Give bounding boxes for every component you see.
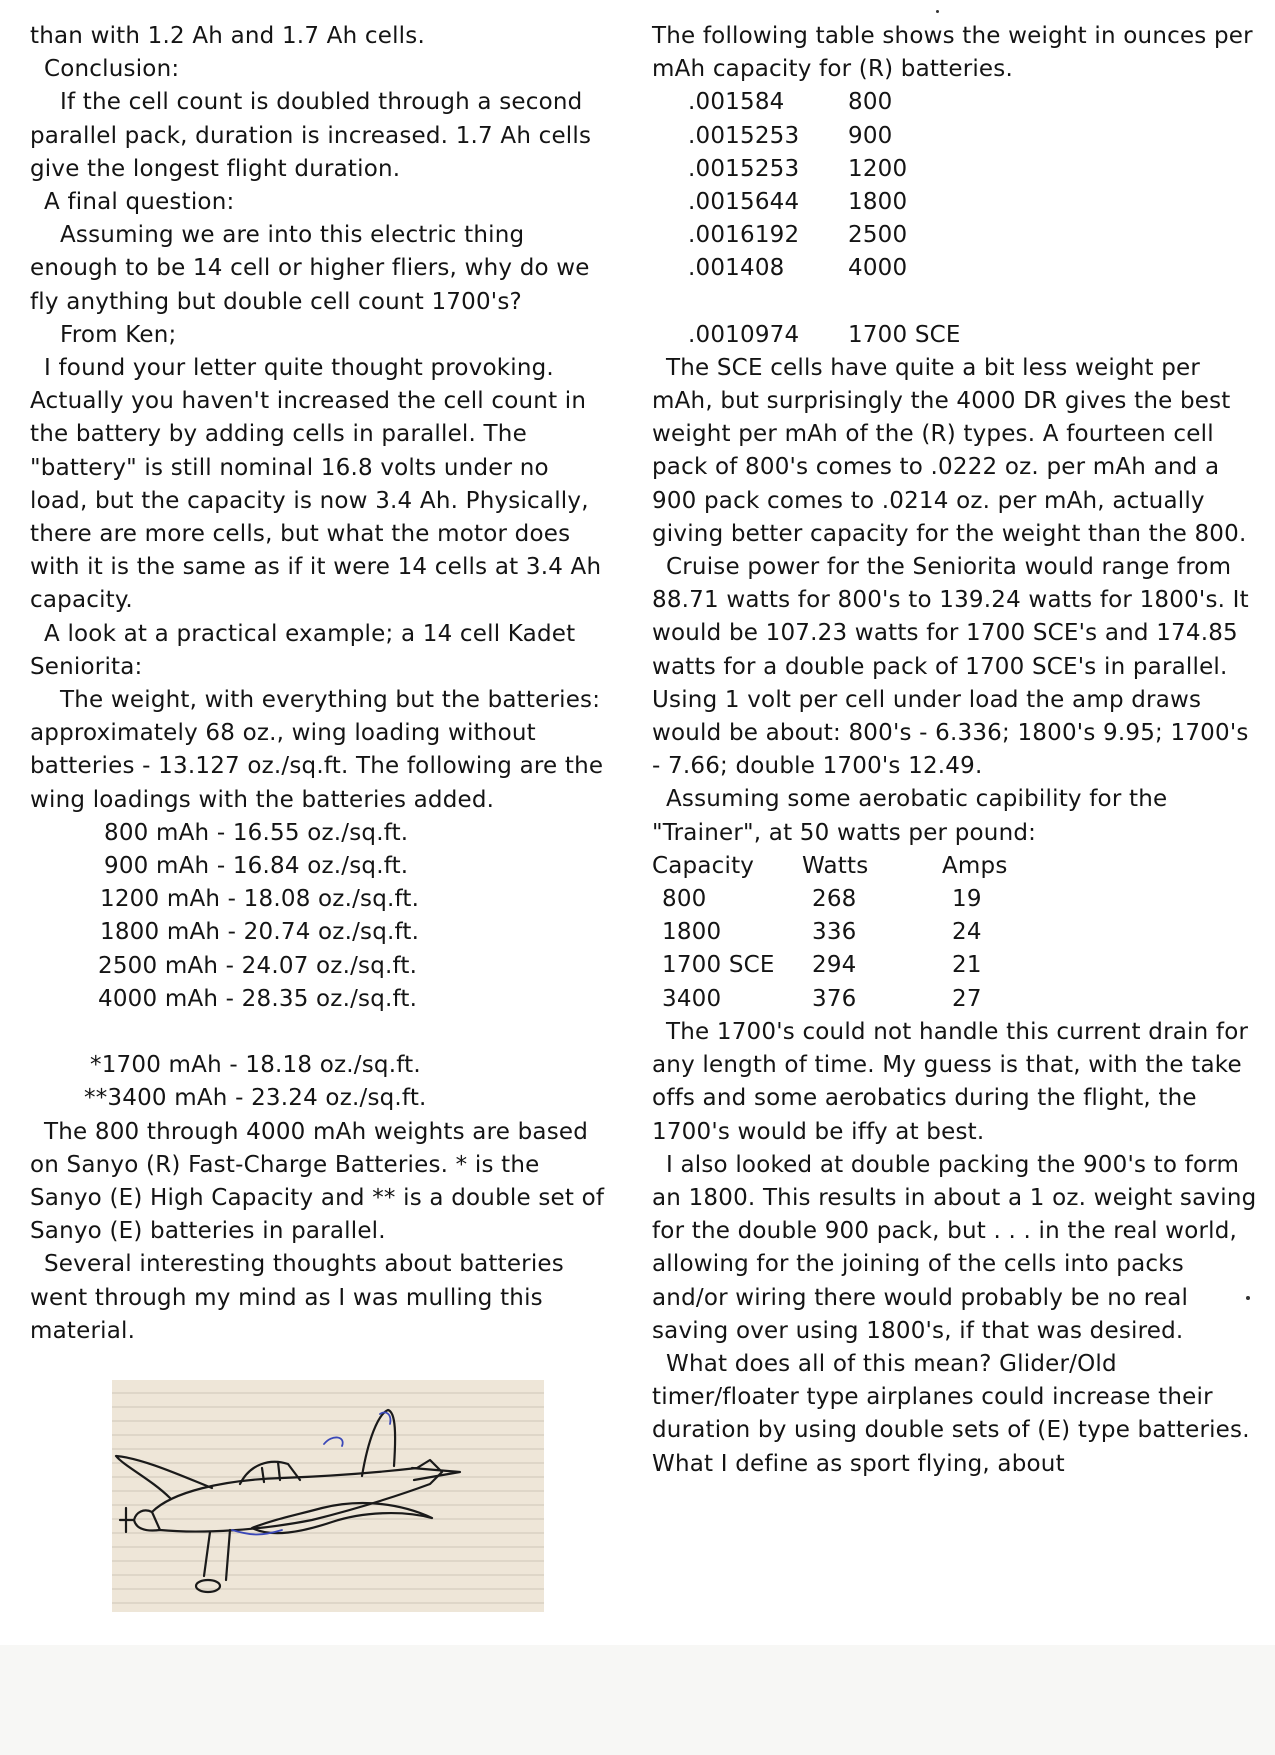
- scan-speck: [1246, 1296, 1250, 1300]
- paragraph: The 800 through 4000 mAh weights are based on Sanyo (R) Fast-Charge Batteries. * is the Sanyo (E) High Capacity and ** is a double set of Sanyo (E) batteries in parallel.: [30, 1118, 605, 1245]
- paragraph: I found your letter quite thought provoking. Actually you haven't increased the cell count in the battery by adding cells in parallel. The "battery" is still nominal 16.8 volts under no load, but the capacity is now 3.4 Ah. Physically, there are more cells, but what the motor does with it is the same as if it were 14 cells at 3.4 Ah capacity.: [30, 355, 602, 614]
- table-row-sce: .0010974 1700 SCE: [688, 321, 961, 348]
- airplane-drawing: [112, 1380, 544, 1612]
- table-row: 3400 376 27: [662, 985, 982, 1012]
- table-row: .0015253 1200: [688, 155, 908, 182]
- list-item: 4000 mAh - 28.35 oz./sq.ft.: [98, 985, 418, 1012]
- paragraph: Assuming some aerobatic capibility for the "Trainer", at 50 watts per pound:: [652, 786, 1168, 846]
- table-header-row: Capacity Watts Amps: [652, 852, 1008, 879]
- paragraph: The following table shows the weight in ounces per mAh capacity for (R) batteries.: [652, 23, 1253, 83]
- list-item: 1800 mAh - 20.74 oz./sq.ft.: [100, 919, 420, 946]
- heading-final-question: A final question:: [44, 189, 235, 216]
- paragraph: The weight, with everything but the batteries: approximately 68 oz., wing loading without batteries - 13.127 oz./sq.ft. The following are the wing loadings with the batteries added.: [30, 687, 604, 813]
- table-row: .0015644 1800: [688, 189, 908, 216]
- paragraph: I also looked at double packing the 900's to form an 1800. This results in about a 1 oz. weight saving for the double 900 pack, but . . . in the real world, allowing for the joining of the cells into packs and/or wiring there would probably be no real saving over using 1800's, if that was desired.: [652, 1151, 1257, 1344]
- paragraph: than with 1.2 Ah and 1.7 Ah cells.: [30, 23, 425, 49]
- weight-per-mah-table: [688, 86, 1257, 351]
- table-row: .001584 800: [688, 89, 893, 116]
- paragraph: Assuming we are into this electric thing enough to be 14 cell or higher fliers, why do we fly anything but double cell count 1700's?: [30, 222, 590, 315]
- paragraph: What does all of this mean? Glider/Old timer/floater type airplanes could increase their duration by using double sets of (E) type batteries. What I define as sport flying, about: [652, 1350, 1250, 1477]
- table-row: 800 268 19: [662, 886, 982, 913]
- table-row: .0016192 2500: [688, 222, 908, 249]
- power-table: [652, 850, 1257, 1016]
- paragraph: A look at a practical example; a 14 cell Kadet Seniorita:: [30, 620, 576, 680]
- paragraph: If the cell count is doubled through a second parallel pack, duration is increased. 1.7 Ah cells give the longest flight duration.: [30, 89, 592, 182]
- table-row: .0015253 900: [688, 122, 893, 149]
- airplane-clipping: [112, 1380, 544, 1612]
- heading-from-ken: From Ken;: [60, 321, 177, 348]
- paragraph: The 1700's could not handle this current drain for any length of time. My guess is that, with the take offs and some aerobatics during the flight, the 1700's would be iffy at best.: [652, 1018, 1249, 1145]
- list-item: 800 mAh - 16.55 oz./sq.ft.: [104, 819, 409, 846]
- list-item: 1200 mAh - 18.08 oz./sq.ft.: [100, 886, 420, 913]
- list-item: 2500 mAh - 24.07 oz./sq.ft.: [98, 952, 418, 979]
- paragraph: Cruise power for the Seniorita would range from 88.71 watts for 800's to 139.24 watts for 1800's. It would be 107.23 watts for 1700 SCE's and 174.85 watts for a double pack of 1700 SCE's in parallel. Using 1 volt per cell under load the amp draws would be about: 800's - 6.336; 1800's 9.95; 1700's - 7.66; double 1700's 12.49.: [652, 554, 1249, 780]
- left-column: [30, 20, 610, 1348]
- list-item: **3400 mAh - 23.24 oz./sq.ft.: [84, 1085, 427, 1112]
- table-row: 1700 SCE 294 21: [662, 952, 982, 979]
- heading-conclusion: Conclusion:: [44, 56, 180, 83]
- wing-loading-list: [30, 817, 610, 1116]
- right-column: [652, 20, 1257, 1481]
- list-item: 900 mAh - 16.84 oz./sq.ft.: [104, 853, 409, 880]
- paragraph: Several interesting thoughts about batteries went through my mind as I was mulling this material.: [30, 1251, 564, 1344]
- table-row: .001408 4000: [688, 255, 908, 282]
- table-row: 1800 336 24: [662, 919, 982, 946]
- scan-speck: [936, 10, 939, 13]
- list-item: *1700 mAh - 18.18 oz./sq.ft.: [90, 1052, 421, 1079]
- paragraph: The SCE cells have quite a bit less weight per mAh, but surprisingly the 4000 DR gives the best weight per mAh of the (R) types. A fourteen cell pack of 800's comes to .0222 oz. per mAh and a 900 pack comes to .0214 oz. per mAh, actually giving better capacity for the weight than the 800.: [652, 354, 1247, 547]
